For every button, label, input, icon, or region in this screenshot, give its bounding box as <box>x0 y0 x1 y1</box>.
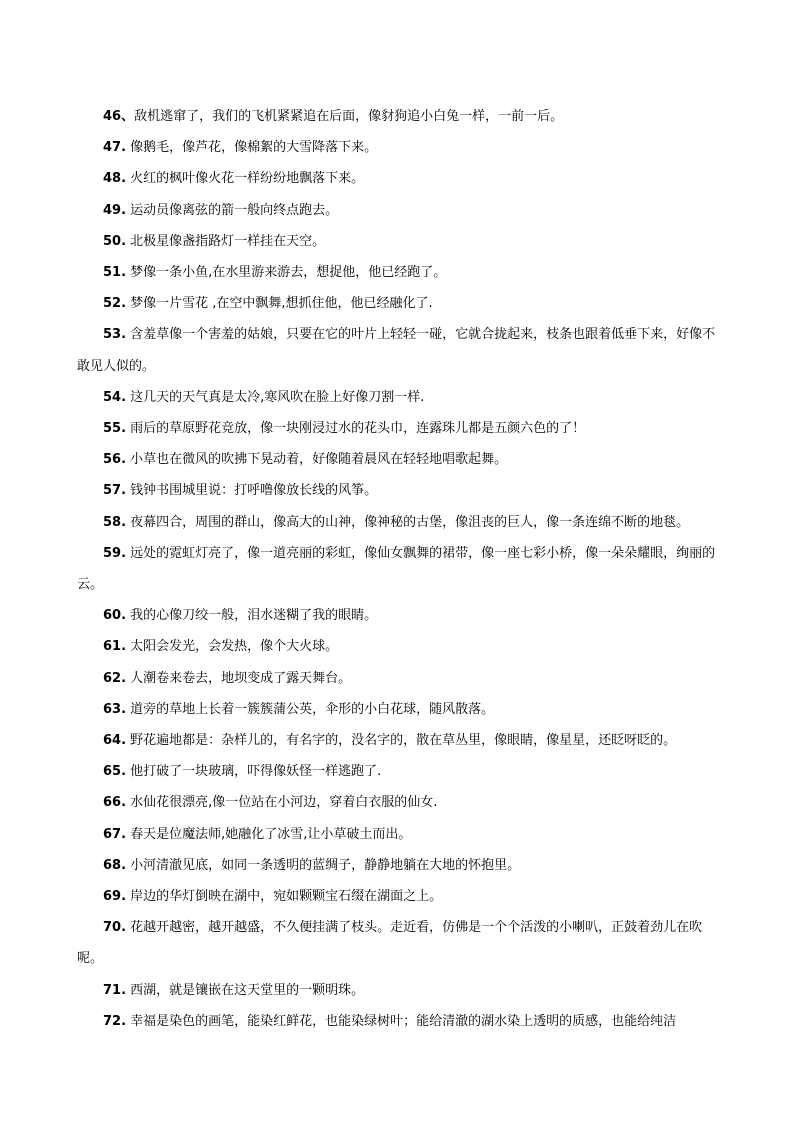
list-item <box>77 413 721 444</box>
item-text: 这几天的天气真是太冷,寒风吹在脸上好像刀割一样. <box>126 389 425 405</box>
list-item <box>77 319 721 381</box>
list-item <box>77 787 721 818</box>
item-text: 远处的霓虹灯亮了，像一道亮丽的彩虹，像仙女飘舞的裙带，像一座七彩小桥，像一朵朵耀眼，绚丽的云。 <box>77 545 716 593</box>
item-text: 道旁的草地上长着一簇簇蒲公英，伞形的小白花球，随风散落。 <box>126 701 495 717</box>
item-number: 59. <box>103 545 127 561</box>
item-number: 65. <box>103 764 127 780</box>
list-item <box>77 507 721 538</box>
item-text: 火红的枫叶像火花一样纷纷地飘落下来。 <box>126 171 365 187</box>
item-text: 幸福是染色的画笔，能染红鲜花，也能染绿树叶；能给清澈的湖水染上透明的质感，也能给纯洁 <box>126 1013 677 1029</box>
item-number: 50. <box>103 233 127 249</box>
item-number: 70. <box>103 920 127 936</box>
list-item <box>77 101 721 132</box>
item-text: 钱钟书围城里说：打呼噜像放长线的风筝。 <box>126 483 378 499</box>
item-text: 小河清澈见底，如同一条透明的蓝绸子，静静地躺在大地的怀抱里。 <box>126 857 521 873</box>
list-item <box>77 881 721 912</box>
item-number: 58. <box>103 514 127 530</box>
item-number: 52. <box>103 296 127 312</box>
item-number: 60. <box>103 608 127 624</box>
item-text: 小草也在微风的吹拂下晃动着，好像随着晨风在轻轻地唱歌起舞。 <box>126 452 508 468</box>
item-text: 他打破了一块玻璃，吓得像妖怪一样逃跑了. <box>126 764 382 780</box>
item-number: 57. <box>103 483 127 499</box>
item-number: 67. <box>103 826 127 842</box>
item-text: 敌机逃窜了，我们的飞机紧紧追在后面，像豺狗追小白兔一样，一前一后。 <box>134 109 564 124</box>
list-item <box>77 819 721 850</box>
item-text: 梦像一片雪花 ,在空中飘舞,想抓住他，他已经融化了. <box>126 296 433 312</box>
item-number: 72. <box>103 1013 127 1029</box>
item-number: 55. <box>103 421 127 437</box>
item-number: 64. <box>103 733 127 749</box>
list-item <box>77 600 721 631</box>
list-item <box>77 538 721 600</box>
item-text: 春天是位魔法师,她融化了冰雪,让小草破土而出。 <box>126 826 412 842</box>
item-number: 47. <box>103 140 127 156</box>
list-item <box>77 226 721 257</box>
item-text: 花越开越密，越开越盛，不久便挂满了枝头。走近看，仿佛是一个个活泼的小喇叭，正鼓着劲儿在吹呢。 <box>77 920 703 967</box>
item-text: 雨后的草原野花竞放，像一块刚浸过水的花头巾，连露珠儿都是五颜六色的了！ <box>126 421 586 437</box>
item-text: 西湖，就是镶嵌在这天堂里的一颗明珠。 <box>126 982 365 998</box>
item-number: 63. <box>103 701 127 717</box>
item-number: 61. <box>103 639 127 655</box>
list-item <box>77 132 721 163</box>
list-item <box>77 257 721 288</box>
item-text: 运动员像离弦的箭一般向终点跑去。 <box>126 202 339 218</box>
item-text: 梦像一条小鱼,在水里游来游去，想捉他，他已经跑了。 <box>126 265 447 281</box>
list-item <box>77 663 721 694</box>
list-item <box>77 694 721 725</box>
item-number: 66. <box>103 795 127 811</box>
item-number: 56. <box>103 452 127 468</box>
list-item <box>77 1006 721 1037</box>
item-text: 水仙花很漂亮,像一位站在小河边，穿着白衣服的仙女. <box>126 795 438 811</box>
list-item <box>77 475 721 506</box>
item-text: 北极星像盏指路灯一样挂在天空。 <box>126 233 326 249</box>
list-item <box>77 725 721 756</box>
item-number: 62. <box>103 670 127 686</box>
item-text: 我的心像刀绞一般，泪水迷糊了我的眼睛。 <box>126 608 378 624</box>
item-number: 49. <box>103 202 127 218</box>
list-item <box>77 382 721 413</box>
item-number: 48. <box>103 171 127 187</box>
item-number: 71. <box>103 982 127 998</box>
list-item <box>77 912 721 974</box>
list-item <box>77 975 721 1006</box>
item-number: 68. <box>103 857 127 873</box>
item-text: 太阳会发光，会发热，像个大火球。 <box>126 639 339 655</box>
list-item <box>77 163 721 194</box>
sentence-list <box>77 101 721 1037</box>
item-number: 53. <box>103 327 127 343</box>
list-item <box>77 195 721 226</box>
item-text: 野花遍地都是：杂样儿的，有名字的，没名字的，散在草丛里，像眼睛，像星星，还眨呀眨的。 <box>126 733 677 749</box>
item-text: 像鹅毛，像芦花，像棉絮的大雪降落下来。 <box>126 140 378 156</box>
item-number: 46、 <box>103 109 135 124</box>
item-number: 54. <box>103 389 127 405</box>
list-item <box>77 756 721 787</box>
item-text: 人潮卷来卷去，地坝变成了露天舞台。 <box>126 670 352 686</box>
item-text: 含羞草像一个害羞的姑娘，只要在它的叶片上轻轻一碰，它就合拢起来，枝条也跟着低垂下来，好像不敢见人似的。 <box>77 327 716 374</box>
list-item <box>77 631 721 662</box>
list-item <box>77 850 721 881</box>
item-text: 岸边的华灯倒映在湖中，宛如颗颗宝石缀在湖面之上。 <box>126 889 443 905</box>
item-number: 51. <box>103 265 127 281</box>
list-item <box>77 444 721 475</box>
item-number: 69. <box>103 889 127 905</box>
item-text: 夜幕四合，周围的群山，像高大的山神，像神秘的古堡，像沮丧的巨人，像一条连绵不断的地毯。 <box>126 514 690 530</box>
list-item <box>77 288 721 319</box>
